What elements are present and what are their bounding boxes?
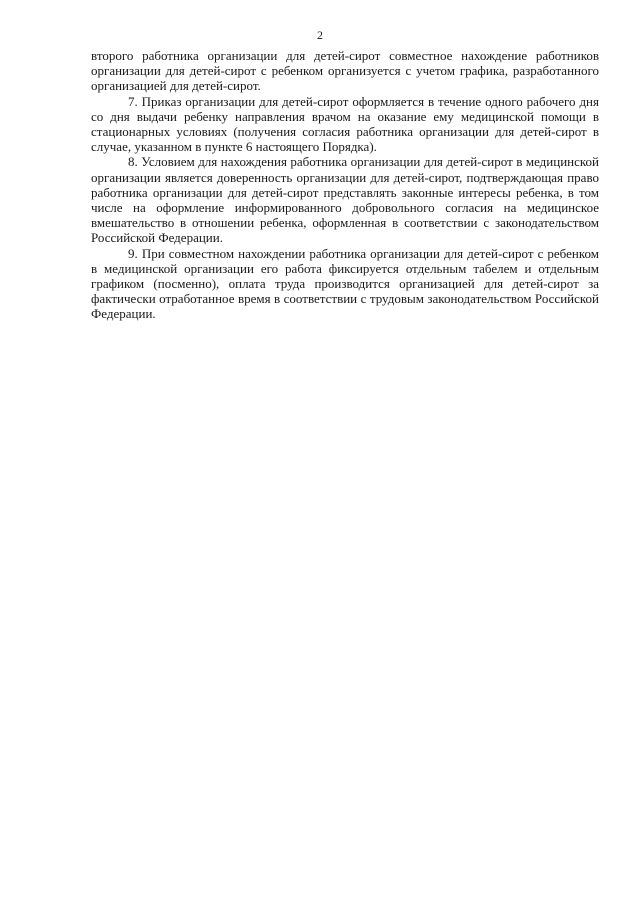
page-number: 2 xyxy=(317,28,323,42)
paragraph-item-9: 9. При совместном нахождении работника организации для детей-сирот с ребенком в медицинской организации его работа фиксируется отдельным табелем и отдельным графиком (посменно), оплата труда производится организацией для детей-сирот за фактически отработанное время в соответствии с трудовым законодательством Российской Федерации. xyxy=(91,245,599,322)
paragraph-item-8: 8. Условием для нахождения работника организации для детей-сирот в медицинской организации является доверенность организации для детей-сирот, подтверждающая право работника организации для детей-сирот представлять законные интересы ребенка, в том числе на оформление информированного добровольного согласия на медицинское вмешательство в отношении ребенка, оформленная в соответствии с законодательством Российской Федерации. xyxy=(91,154,599,246)
document-body xyxy=(91,48,599,322)
paragraph-continuation: второго работника организации для детей-сирот совместное нахождение работников организации для детей-сирот с ребенком организуется с учетом графика, разработанного организацией для детей-сирот. xyxy=(91,48,599,94)
paragraph-item-7: 7. Приказ организации для детей-сирот оформляется в течение одного рабочего дня со дня выдачи ребенку направления врачом на оказание ему медицинской помощи в стационарных условиях (получения согласия работника организации для детей-сирот в случае, указанном в пункте 6 настоящего Порядка). xyxy=(91,93,599,155)
